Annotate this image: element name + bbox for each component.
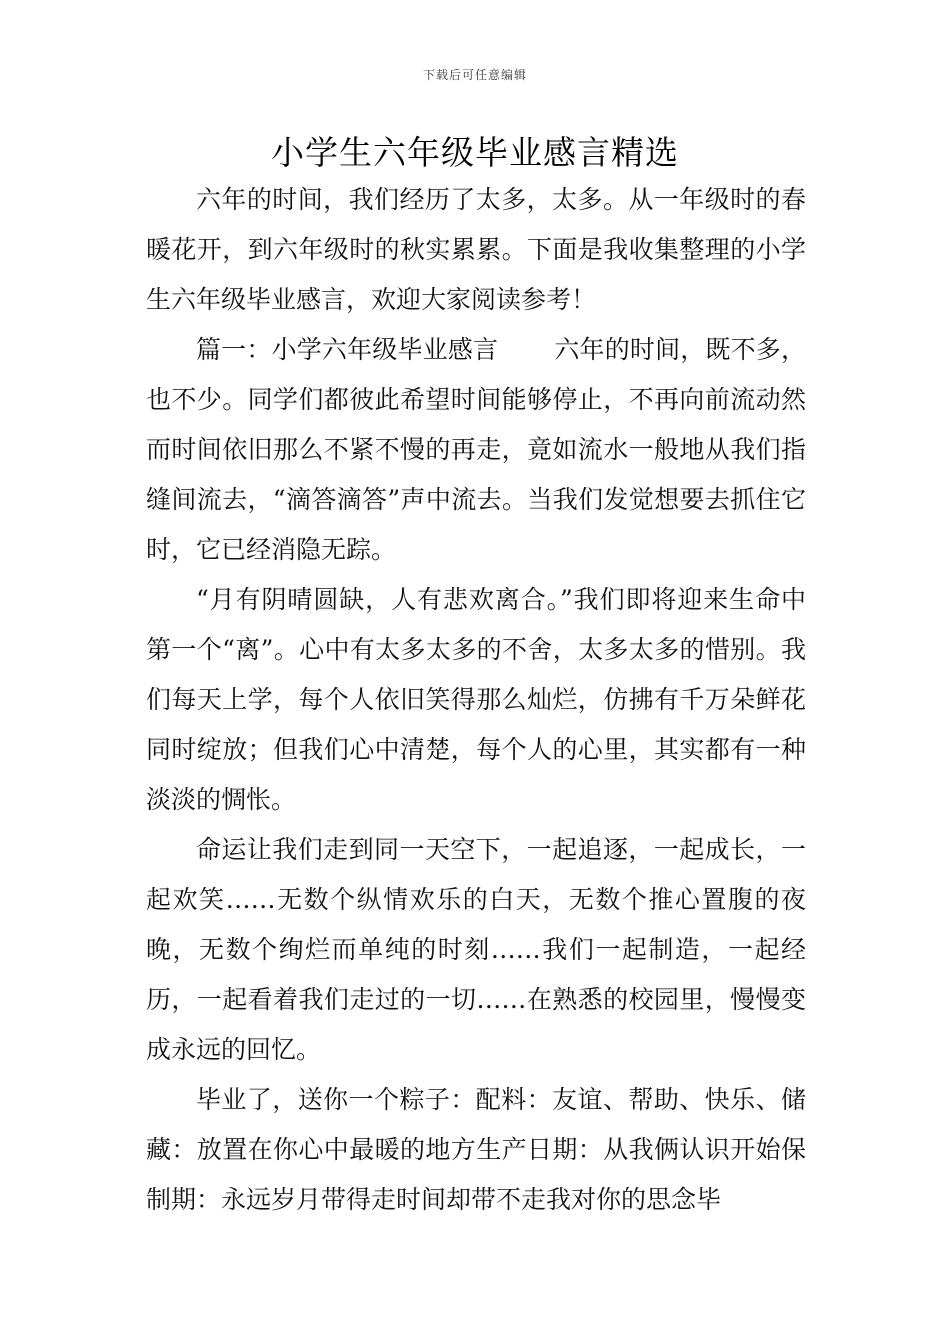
document-body bbox=[146, 175, 806, 1225]
header-note: 下载后可任意编辑 bbox=[422, 68, 527, 82]
body-paragraph-3: 命运让我们走到同一天空下，一起追逐，一起成长，一起欢笑……无数个纵情欢乐的白天，无数个推心置腹的夜晚，无数个绚烂而单纯的时刻……我们一起制造，一起经历，一起看着我们走过的一切……在熟悉的校园里，慢慢变成永远的回忆。 bbox=[146, 835, 806, 1064]
page-title: 小学生六年级毕业感言精选 bbox=[271, 133, 679, 172]
intro-paragraph: 六年的时间，我们经历了太多，太多。从一年级时的春暖花开，到六年级时的秋实累累。下面是我收集整理的小学生六年级毕业感言，欢迎大家阅读参考！ bbox=[146, 185, 806, 314]
section-one-paragraph bbox=[146, 325, 806, 575]
body-paragraph-4: 毕业了，送你一个粽子：配料：友谊、帮助、快乐、储藏：放置在你心中最暖的地方生产日期：从我俩认识开始保制期：永远岁月带得走时间却带不走我对你的思念毕 bbox=[146, 1085, 806, 1214]
section-one-text: 六年的时间，既不多，也不少。同学们都彼此希望时间能够停止，不再向前流动然而时间依旧那么不紧不慢的再走，竟如流水一般地从我们指缝间流去，“滴答滴答”声中流去。当我们发觉想要去抓住它时，它已经消隐无踪。 bbox=[146, 335, 806, 564]
body-paragraph-2: “月有阴晴圆缺，人有悲欢离合。”我们即将迎来生命中第一个“离”。心中有太多太多的不舍，太多太多的惜别。我们每天上学，每个人依旧笑得那么灿烂，仿拂有千万朵鲜花同时绽放；但我们心中清楚，每个人的心里，其实都有一种淡淡的惆怅。 bbox=[146, 585, 806, 814]
section-heading: 篇一：小学六年级毕业感言 bbox=[196, 335, 499, 364]
